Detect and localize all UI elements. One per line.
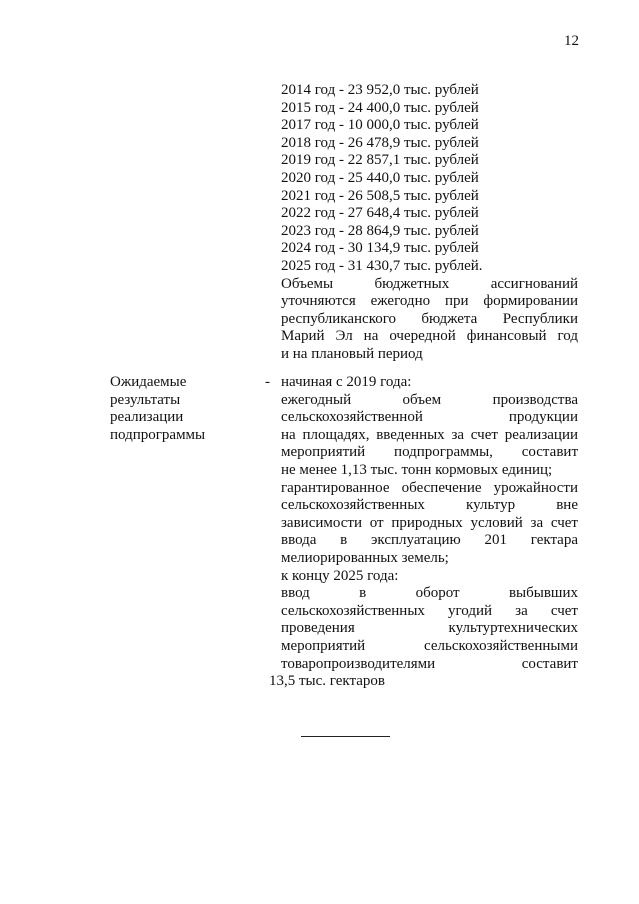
funding-section (281, 82, 578, 364)
funding-year-line: 2020 год - 25 440,0 тыс. рублей (281, 169, 479, 186)
funding-year-line: 2022 год - 27 648,4 тыс. рублей (281, 205, 479, 222)
results-line: гарантированное обеспечение урожайности (281, 479, 578, 496)
results-line: на площадях, введенных за счет реализации (281, 426, 578, 443)
results-dash: - (265, 374, 270, 390)
results-line: проведения культуртехнических (281, 620, 578, 637)
results-line: мелиорированных земель; (281, 549, 449, 566)
funding-year-line: 2014 год - 23 952,0 тыс. рублей (281, 82, 479, 98)
end-divider (301, 736, 390, 737)
funding-year-line: 2019 год - 22 857,1 тыс. рублей (281, 152, 479, 169)
funding-note-line: и на плановый период (281, 345, 423, 362)
results-line: сельскохозяйственной продукции (281, 409, 578, 426)
funding-year-line: 2025 год - 31 430,7 тыс. рублей. (281, 257, 483, 274)
results-label-line: результаты (110, 391, 181, 408)
results-line: товаропроизводителями составит (281, 655, 578, 672)
funding-year-line: 2024 год - 30 134,9 тыс. рублей (281, 240, 479, 257)
results-line: сельскохозяйственных культур вне (281, 497, 578, 514)
results-line: ежегодный объем производства (281, 391, 578, 408)
results-line: начиная с 2019 года: (281, 374, 412, 390)
results-line: 13,5 тыс. гектаров (269, 673, 385, 690)
funding-note-line: республиканского бюджета Республики (281, 310, 578, 327)
results-line: ввод в оборот выбывших (281, 585, 578, 602)
page-number: 12 (564, 33, 579, 49)
funding-year-line: 2018 год - 26 478,9 тыс. рублей (281, 134, 479, 151)
results-label-line: подпрограммы (110, 426, 206, 443)
funding-note-line: уточняются ежегодно при формировании (281, 293, 578, 310)
results-line: не менее 1,13 тыс. тонн кормовых единиц; (281, 461, 553, 478)
results-line: к концу 2025 года: (281, 567, 399, 584)
funding-note-line: Объемы бюджетных ассигнований (281, 275, 578, 292)
funding-note-line: Марий Эл на очередной финансовый год (281, 328, 578, 345)
results-line: сельскохозяйственных угодий за счет (281, 602, 578, 619)
funding-year-line: 2017 год - 10 000,0 тыс. рублей (281, 117, 479, 134)
funding-year-line: 2021 год - 26 508,5 тыс. рублей (281, 187, 479, 204)
results-line: мероприятий сельскохозяйственными (281, 637, 578, 654)
results-label-line: Ожидаемые (110, 374, 187, 390)
results-text (269, 374, 578, 691)
funding-year-line: 2023 год - 28 864,9 тыс. рублей (281, 222, 479, 239)
results-line: мероприятий подпрограммы, составит (281, 444, 578, 461)
results-line: зависимости от природных условий за счет (281, 514, 578, 531)
results-label-line: реализации (110, 409, 184, 426)
results-line: ввода в эксплуатацию 201 гектара (281, 532, 578, 549)
funding-year-line: 2015 год - 24 400,0 тыс. рублей (281, 99, 479, 116)
results-label (110, 374, 205, 444)
